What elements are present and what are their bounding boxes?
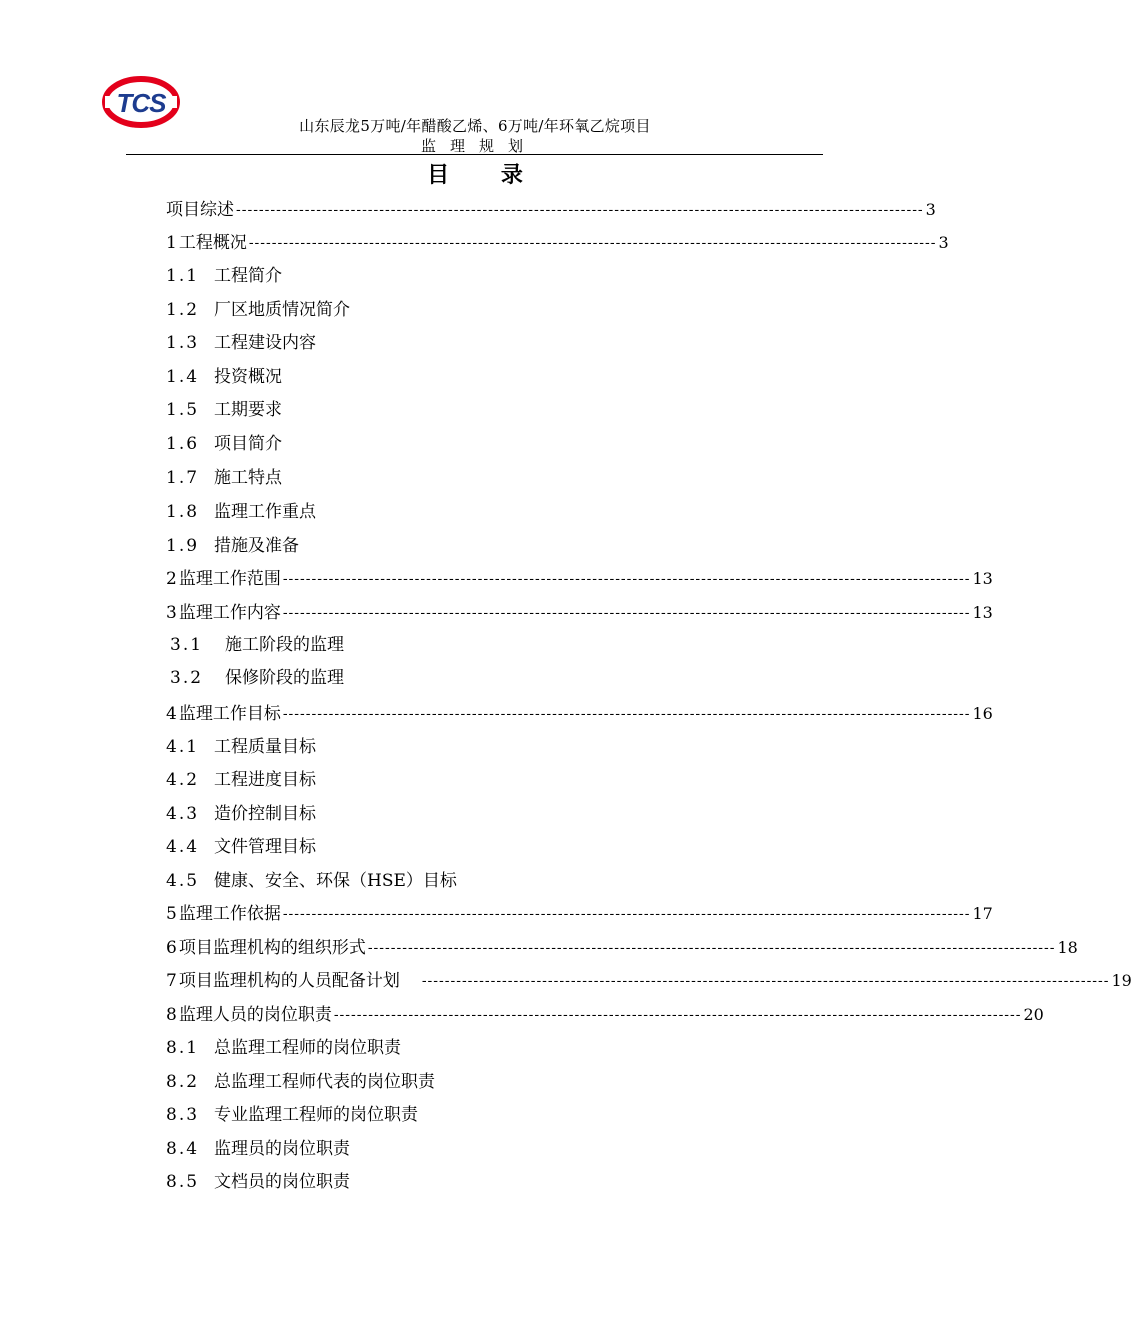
toc-entry-label: 监理工作目标 bbox=[178, 704, 281, 724]
toc-entry-number: 1 bbox=[166, 233, 179, 253]
toc-entry-label: 投资概况 bbox=[214, 367, 282, 387]
toc-entry-number: 1.4 bbox=[166, 367, 200, 387]
toc-entry-label: 文档员的岗位职责 bbox=[214, 1172, 350, 1192]
toc-entry-page: 20 bbox=[1023, 1005, 1044, 1024]
toc-entry-label: 健康、安全、环保（HSE）目标 bbox=[214, 871, 457, 891]
toc-entry[interactable] bbox=[166, 363, 811, 391]
toc-entry-number: 1.9 bbox=[166, 536, 200, 556]
toc-entry[interactable] bbox=[166, 900, 993, 928]
toc-entry-label: 工期要求 bbox=[214, 400, 282, 420]
toc-entry[interactable] bbox=[166, 296, 811, 324]
toc-entry-number: 3.1 bbox=[170, 635, 204, 655]
toc-leader-dashes: ------------------------------------------------------------------------------------------------------------------------ bbox=[282, 706, 971, 722]
toc-entry-number: 8.5 bbox=[166, 1172, 200, 1192]
header-project-title: 山东辰龙5万吨/年醋酸乙烯、6万吨/年环氧乙烷项目 bbox=[299, 117, 651, 135]
toc-entry-label: 措施及准备 bbox=[214, 536, 299, 556]
toc-leader-dashes: ------------------------------------------------------------------------------------------------------------------------ bbox=[282, 906, 971, 922]
toc-entry-label: 监理员的岗位职责 bbox=[214, 1139, 350, 1159]
toc-entry-number: 1.1 bbox=[166, 266, 200, 286]
toc-leader-dashes: ------------------------------------------------------------------------------------------------------------------------ bbox=[282, 605, 971, 621]
toc-entry-page: 18 bbox=[1057, 938, 1078, 957]
toc-entry-label: 造价控制目标 bbox=[214, 804, 316, 824]
toc-leader-dashes: ------------------------------------------------------------------------------------------------------------------------ bbox=[333, 1007, 1022, 1023]
toc-entry-number: 1.2 bbox=[166, 300, 200, 320]
toc-entry-label: 总监理工程师的岗位职责 bbox=[214, 1038, 401, 1058]
toc-entry-number: 8.1 bbox=[166, 1038, 200, 1058]
toc-entry[interactable] bbox=[166, 262, 811, 290]
toc-leader-dashes: ------------------------------------------------------------------------------------------------------------------------ bbox=[236, 202, 924, 218]
toc-entry-page: 3 bbox=[925, 200, 936, 219]
toc-entry-label: 监理工作依据 bbox=[178, 904, 281, 924]
toc-entry[interactable] bbox=[166, 733, 811, 761]
toc-entry[interactable] bbox=[166, 1135, 811, 1163]
toc-entry[interactable] bbox=[166, 498, 811, 526]
toc-entry-number: 5 bbox=[166, 904, 179, 924]
toc-entry-label: 项目综述 bbox=[166, 200, 234, 220]
toc-entry-label: 专业监理工程师的岗位职责 bbox=[214, 1105, 418, 1125]
toc-entry[interactable] bbox=[166, 396, 811, 424]
toc-entry-number: 8.4 bbox=[166, 1139, 200, 1159]
toc-entry[interactable] bbox=[166, 1034, 811, 1062]
toc-entry[interactable] bbox=[166, 1101, 811, 1129]
toc-entry-number: 3 bbox=[166, 603, 179, 623]
toc-entry-label: 项目简介 bbox=[214, 434, 282, 454]
toc-entry-label: 监理工作内容 bbox=[178, 603, 281, 623]
toc-entry[interactable] bbox=[166, 967, 1132, 995]
toc-entry-label: 项目监理机构的人员配备计划 bbox=[178, 971, 400, 991]
toc-entry-number: 4.5 bbox=[166, 871, 200, 891]
toc-entry-label: 监理工作重点 bbox=[214, 502, 316, 522]
toc-entry[interactable] bbox=[166, 1168, 811, 1196]
header-divider bbox=[126, 154, 823, 155]
toc-entry-label: 监理工作范围 bbox=[178, 569, 281, 589]
toc-entry-number: 1.3 bbox=[166, 333, 200, 353]
toc-entry-label: 施工阶段的监理 bbox=[225, 635, 344, 655]
toc-entry[interactable] bbox=[166, 1068, 811, 1096]
toc-entry[interactable] bbox=[166, 430, 811, 458]
toc-entry-number: 7 bbox=[166, 971, 179, 991]
toc-entry-label: 施工特点 bbox=[214, 468, 282, 488]
toc-entry-page: 3 bbox=[938, 233, 949, 252]
toc-entry[interactable] bbox=[166, 532, 811, 560]
toc-entry-label: 厂区地质情况简介 bbox=[214, 300, 350, 320]
toc-leader-dashes: ------------------------------------------------------------------------------------------------------------------------ bbox=[367, 940, 1056, 956]
toc-entry[interactable] bbox=[166, 631, 815, 659]
toc-entry-number: 1.7 bbox=[166, 468, 200, 488]
toc-entry-page: 17 bbox=[972, 904, 993, 923]
toc-entry-number: 1.6 bbox=[166, 434, 200, 454]
toc-entry-label: 项目监理机构的组织形式 bbox=[178, 938, 366, 958]
svg-text:TCS: TCS bbox=[116, 88, 166, 118]
toc-leader-dashes: ------------------------------------------------------------------------------------------------------------------------ bbox=[421, 973, 1110, 989]
toc-entry-page: 13 bbox=[972, 603, 993, 622]
toc-entry-page: 19 bbox=[1111, 971, 1132, 990]
toc-entry-number: 3.2 bbox=[170, 668, 204, 688]
toc-entry[interactable] bbox=[166, 565, 993, 593]
toc-entry-page: 16 bbox=[972, 704, 993, 723]
toc-entry[interactable] bbox=[166, 1001, 1044, 1029]
page-title: 目 录 bbox=[427, 162, 545, 188]
toc-entry[interactable] bbox=[166, 599, 993, 627]
toc-entry[interactable] bbox=[166, 196, 936, 224]
toc-entry-label: 工程进度目标 bbox=[214, 770, 316, 790]
toc-entry[interactable] bbox=[166, 800, 811, 828]
toc-entry-number: 8.2 bbox=[166, 1072, 200, 1092]
toc-entry-number: 4.2 bbox=[166, 770, 200, 790]
toc-entry-label: 文件管理目标 bbox=[214, 837, 316, 857]
toc-entry[interactable] bbox=[166, 229, 949, 257]
toc-entry-number: 8.3 bbox=[166, 1105, 200, 1125]
toc-entry-label: 工程建设内容 bbox=[214, 333, 316, 353]
toc-entry-label: 保修阶段的监理 bbox=[225, 668, 344, 688]
toc-entry-number: 4.3 bbox=[166, 804, 200, 824]
toc-entry[interactable] bbox=[166, 867, 811, 895]
toc-entry-number: 1.8 bbox=[166, 502, 200, 522]
toc-entry-number: 4 bbox=[166, 704, 179, 724]
toc-entry-number: 2 bbox=[166, 569, 179, 589]
toc-entry-number: 4.1 bbox=[166, 737, 200, 757]
toc-entry-label: 工程质量目标 bbox=[214, 737, 316, 757]
header-document-name: 监理规划 bbox=[420, 137, 537, 155]
toc-entry-number: 8 bbox=[166, 1005, 179, 1025]
toc-entry[interactable] bbox=[166, 934, 1078, 962]
toc-leader-dashes: ------------------------------------------------------------------------------------------------------------------------ bbox=[248, 235, 937, 251]
toc-entry-page: 13 bbox=[972, 569, 993, 588]
toc-entry-label: 监理人员的岗位职责 bbox=[178, 1005, 332, 1025]
toc-entry[interactable] bbox=[166, 833, 811, 861]
toc-entry[interactable] bbox=[166, 664, 815, 692]
toc-entry-number: 6 bbox=[166, 938, 179, 958]
toc-entry[interactable] bbox=[166, 464, 811, 492]
toc-entry[interactable] bbox=[166, 700, 993, 728]
toc-entry-number: 4.4 bbox=[166, 837, 200, 857]
toc-entry-label: 工程简介 bbox=[214, 266, 282, 286]
toc-entry-label: 总监理工程师代表的岗位职责 bbox=[214, 1072, 435, 1092]
toc-entry[interactable] bbox=[166, 766, 811, 794]
toc-entry-label: 工程概况 bbox=[178, 233, 247, 253]
toc-entry[interactable] bbox=[166, 329, 811, 357]
toc-entry-number: 1.5 bbox=[166, 400, 200, 420]
toc-leader-dashes: ------------------------------------------------------------------------------------------------------------------------ bbox=[282, 571, 971, 587]
